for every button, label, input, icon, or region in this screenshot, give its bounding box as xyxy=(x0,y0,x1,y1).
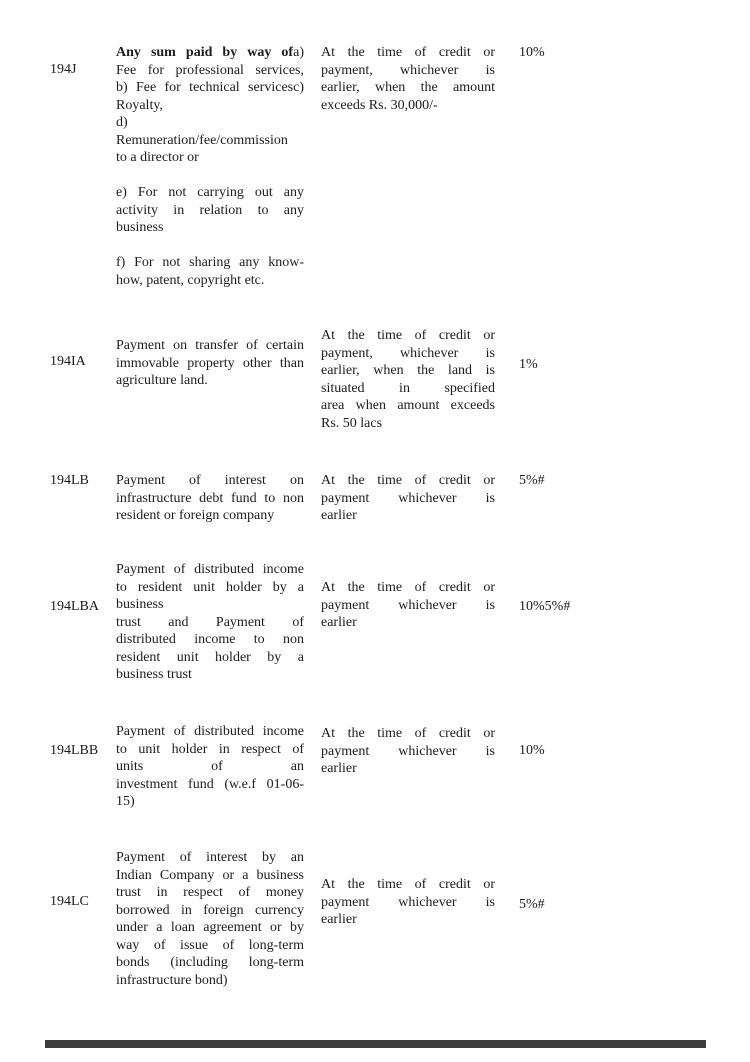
text-line: earlier, when the land is xyxy=(321,363,495,378)
text-line: Payment of interest by an xyxy=(116,850,304,865)
section-code: 194LC xyxy=(50,894,89,909)
text-line: At the time of credit or xyxy=(321,328,495,343)
rate-value: 1% xyxy=(519,357,538,372)
text-line: units of an xyxy=(116,759,304,774)
text-line: business xyxy=(116,597,164,612)
text-line: At the time of credit or xyxy=(321,877,495,892)
text-line: infrastructure debt fund to non xyxy=(116,490,304,506)
rate-value: 10% xyxy=(519,45,545,60)
text-line: payment whichever is xyxy=(321,597,495,613)
rate-value: 10%5%# xyxy=(519,599,571,614)
text-line: At the time of credit or xyxy=(321,45,495,60)
bold-lead-text: Any sum paid by way of xyxy=(116,45,294,60)
when-to-deduct-cell xyxy=(321,472,495,525)
text-line: At the time of credit or xyxy=(321,580,495,595)
text-line: under a loan agreement or by xyxy=(116,920,304,935)
text-line: investment fund (w.e.f 01-06- xyxy=(116,776,304,792)
text-line: Payment of distributed income xyxy=(116,724,304,739)
text-line: earlier xyxy=(321,912,357,927)
nature-of-payment-cell xyxy=(116,561,304,684)
text-line: At the time of credit or xyxy=(321,473,495,488)
text-line: payment whichever is xyxy=(321,894,495,910)
text-line: trust in respect of money xyxy=(116,885,304,900)
text-line: At the time of credit or xyxy=(321,726,495,741)
section-code: 194LBA xyxy=(50,599,99,614)
rate-value: 5%# xyxy=(519,473,545,488)
text-line: earlier xyxy=(321,508,357,523)
text-line: infrastructure bond) xyxy=(116,972,228,988)
when-to-deduct-cell xyxy=(321,44,495,114)
text-line: b) Fee for technical servicesc) xyxy=(116,80,304,95)
text-line: earlier, when the amount xyxy=(321,80,495,95)
when-to-deduct-cell xyxy=(321,579,495,632)
text-line: Fee for professional services, xyxy=(116,62,304,78)
text-line: immovable property other than xyxy=(116,355,304,371)
text-line: way of issue of long-term xyxy=(116,937,304,953)
when-to-deduct-cell xyxy=(321,725,495,778)
text-line: f) For not sharing any know- xyxy=(116,255,304,270)
text-line: to resident unit holder by a xyxy=(116,579,304,595)
text-line: exceeds Rs. 30,000/- xyxy=(321,97,438,113)
text-line: Payment of distributed income xyxy=(116,562,304,577)
nature-of-payment-cell xyxy=(116,472,304,525)
text-line: business xyxy=(116,220,164,235)
nature-of-payment-cell xyxy=(116,723,304,811)
page-bottom-separator xyxy=(45,1040,706,1048)
text-line: resident or foreign company xyxy=(116,508,275,523)
when-to-deduct-cell xyxy=(321,327,495,432)
text-line: to unit holder in respect of xyxy=(116,741,304,757)
text-line: trust and Payment of xyxy=(116,614,304,630)
section-code: 194LBB xyxy=(50,743,99,758)
text-line: bonds (including long-term xyxy=(116,955,304,970)
blank-line xyxy=(116,167,304,185)
text-line: payment whichever is xyxy=(321,490,495,506)
text-line: Royalty, xyxy=(116,97,163,113)
text-line: business trust xyxy=(116,667,192,682)
text-line: Payment on transfer of certain xyxy=(116,338,304,353)
nature-of-payment-cell xyxy=(116,849,304,989)
blank-line xyxy=(116,237,304,255)
text-line: resident unit holder by a xyxy=(116,649,304,665)
text-line: distributed income to non xyxy=(116,632,304,647)
text-line: borrowed in foreign currency xyxy=(116,902,304,918)
list-marker: a) xyxy=(293,45,304,60)
text-line: Remuneration/fee/commission xyxy=(116,132,288,148)
text-line: e) For not carrying out any xyxy=(116,185,304,200)
text-line: payment, whichever is xyxy=(321,345,495,361)
text-line: Indian Company or a business xyxy=(116,867,304,883)
text-line: d) xyxy=(116,115,128,130)
text-line: activity in relation to any xyxy=(116,202,304,218)
when-to-deduct-cell xyxy=(321,876,495,929)
text-line: 15) xyxy=(116,794,135,809)
nature-of-payment-cell xyxy=(116,337,304,390)
text-line: agriculture land. xyxy=(116,373,208,388)
text-line: Rs. 50 lacs xyxy=(321,415,383,431)
rate-value: 5%# xyxy=(519,897,545,912)
text-line: Payment of interest on xyxy=(116,473,304,488)
text-line: payment whichever is xyxy=(321,743,495,759)
description-bold-lead xyxy=(116,44,304,62)
text-line: to a director or xyxy=(116,150,199,165)
section-code: 194LB xyxy=(50,473,89,488)
text-line: how, patent, copyright etc. xyxy=(116,272,265,288)
text-line: earlier xyxy=(321,761,357,776)
text-line: situated in specified xyxy=(321,380,495,396)
text-line: area when amount exceeds xyxy=(321,398,495,413)
rate-value: 10% xyxy=(519,743,545,758)
text-line: earlier xyxy=(321,615,357,630)
section-code: 194J xyxy=(50,62,77,77)
nature-of-payment-cell xyxy=(116,44,304,289)
text-line: payment, whichever is xyxy=(321,62,495,78)
description-lines xyxy=(116,62,304,290)
section-code: 194IA xyxy=(50,354,86,369)
